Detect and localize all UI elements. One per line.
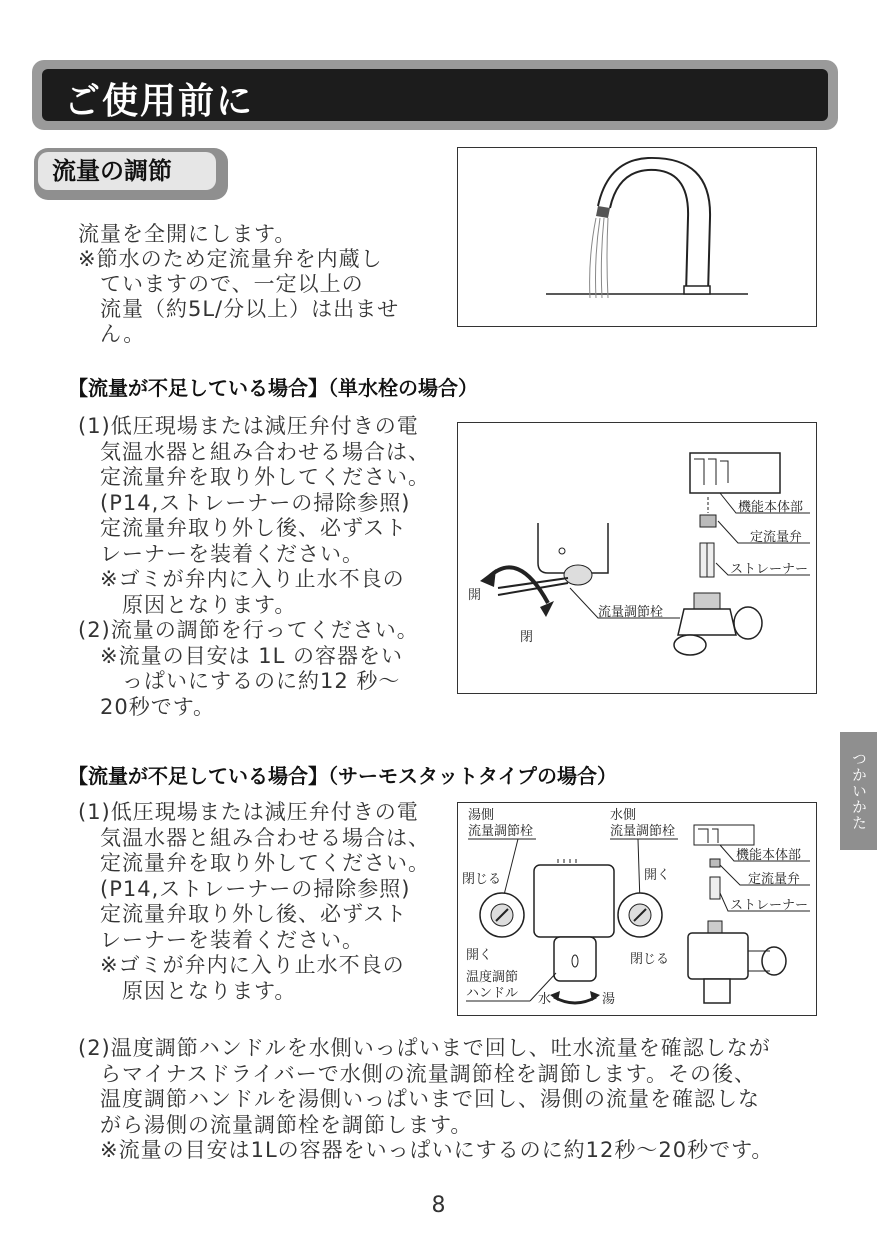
single-line: 20秒です。 [100,694,216,719]
thermo-step2 [78,1036,818,1164]
page-number: 8 [431,1193,446,1218]
thermo-line: 原因となります。 [122,978,297,1003]
intro-note: ※節水のため定流量弁を内蔵し [78,247,383,271]
label-body: 機能本体部 [738,500,804,515]
single-line: 定流量弁取り外し後、必ずスト [100,516,408,540]
single-line: (P14,ストレーナーの掃除参照) [100,490,411,515]
thermo-figure [457,802,817,1016]
thermo-line: (1)低圧現場または減圧弁付きの電 [78,800,419,824]
intro-note: 流量（約5L/分以上）は出ませ [100,297,400,321]
label-open-right: 開く [644,868,671,883]
single-heading: 【流量が不足している場合】（単水栓の場合） [68,376,478,400]
thermo-line: (P14,ストレーナーの掃除参照) [100,876,411,901]
header-inner [42,69,828,121]
step2-line: 温度調節ハンドルを湯側いっぱいまで回し、湯側の流量を確認しな [100,1087,760,1111]
label-temp-handle-1: 温度調節 [466,970,519,985]
thermo-illustration [458,803,816,1015]
label-close-left: 閉じる [462,872,502,887]
single-line: (2)流量の調節を行ってください。 [78,618,419,642]
side-tab[interactable]: つかいかた [840,732,877,850]
step2-line: (2)温度調節ハンドルを水側いっぱいまで回し、吐水流量を確認しなが [78,1036,771,1060]
step2-line: らマイナスドライバーで水側の流量調節栓を調節します。その後、 [100,1061,757,1086]
thermo-heading: 【流量が不足している場合】（サーモスタットタイプの場合） [68,764,617,788]
single-line: レーナーを装着ください。 [100,541,364,566]
label-open-left: 開く [466,948,493,963]
intro-note: ていますので、一定以上の [100,272,364,296]
label-temp-handle-2: ハンドル [466,986,519,1001]
header-bar [32,60,838,130]
label-close: 閉 [520,630,534,645]
label-water: 水 [538,992,552,1007]
single-line: 原因となります。 [122,592,297,617]
intro-note: ん。 [100,322,146,346]
single-line: っぱいにするのに約12 秒～ [122,669,401,693]
thermo-line: ※ゴミが弁内に入り止水不良の [100,953,405,977]
label-thermo-body: 機能本体部 [736,848,802,863]
single-valve-illustration [458,423,816,693]
thermo-line: レーナーを装着ください。 [100,927,364,952]
thermo-text [78,800,450,1004]
intro-line: 流量を全開にします。 [78,222,297,246]
label-open: 開 [468,588,482,603]
label-thermo-constant-valve: 定流量弁 [748,872,801,887]
thermo-line: 気温水器と組み合わせる場合は、 [100,825,430,850]
step2-line: がら湯側の流量調節栓を調節します。 [100,1112,473,1137]
section-title: 流量の調節 [38,152,216,190]
label-strainer: ストレーナー [730,562,809,577]
intro-text [78,222,448,347]
label-cold-valve: 流量調節栓 [610,824,676,839]
label-constant-valve: 定流量弁 [750,530,803,545]
label-close-right: 閉じる [630,952,670,967]
label-thermo-strainer: ストレーナー [730,898,809,913]
single-line: (1)低圧現場または減圧弁付きの電 [78,414,419,438]
label-hot-side: 湯側 [468,808,495,823]
section-pill [34,148,228,200]
single-line: ※流量の目安は 1L の容器をい [100,643,404,668]
label-hot-valve: 流量調節栓 [468,824,534,839]
label-hot: 湯 [602,992,616,1007]
faucet-illustration [458,148,816,326]
label-cold-side: 水側 [610,808,637,823]
label-flow-valve: 流量調節栓 [598,605,664,620]
step2-line: ※流量の目安は1Lの容器をいっぱいにするのに約12秒～20秒です。 [100,1138,774,1162]
page-title: ご使用前に [64,81,255,122]
thermo-line: 定流量弁取り外し後、必ずスト [100,902,408,926]
single-line: ※ゴミが弁内に入り止水不良の [100,567,405,591]
single-text [78,414,450,720]
single-valve-figure [457,422,817,694]
thermo-line: 定流量弁を取り外してください。 [100,851,430,875]
single-line: 気温水器と組み合わせる場合は、 [100,439,430,464]
single-line: 定流量弁を取り外してください。 [100,465,430,489]
faucet-figure [457,147,817,327]
